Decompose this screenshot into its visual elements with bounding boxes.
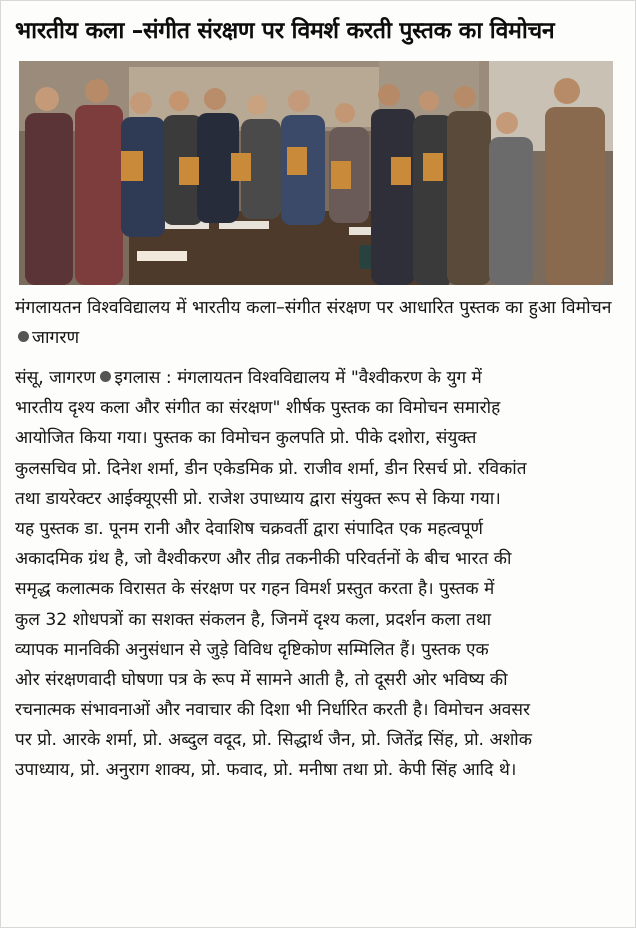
group-photo-icon (19, 61, 613, 285)
article-body (15, 363, 629, 786)
group-photo (19, 61, 613, 285)
article-line: भारतीय दृश्य कला और संगीत का संरक्षण" शीर्षक पुस्तक का विमोचन समारोह (15, 398, 501, 419)
article-line: तथा डायरेक्टर आईक्यूएसी प्रो. राजेश उपाध्याय द्वारा संयुक्त रूप से किया गया। (15, 488, 501, 509)
bullet-dot-icon (18, 331, 29, 342)
article-text: मंगलायतन विश्वविद्यालय में "वैश्वीकरण के युग में (177, 368, 482, 388)
article-line: रचनात्मक संभावनाओं और नवाचार की दिशा भी निर्धारित करती है। विमोचन अवसर (15, 700, 531, 721)
article-line: पर प्रो. आरके शर्मा, प्रो. अब्दुल वदूद, प्रो. सिद्धार्थ जैन, प्रो. जितेंद्र सिंह, प्रो. अशोक (15, 730, 532, 751)
article-line: कुल 32 शोधपत्रों का सशक्त संकलन है, जिनमें दृश्य कला, प्रदर्शन कला तथा (15, 609, 492, 630)
headline: भारतीय कला –संगीत संरक्षण पर विमर्श करती पुस्तक का विमोचन (15, 18, 555, 44)
article-line: समृद्ध कलात्मक विरासत के संरक्षण पर गहन विमर्श प्रस्तुत करता है। पुस्तक में (15, 579, 495, 600)
photo-caption (15, 293, 625, 353)
bullet-dot-icon (100, 371, 111, 382)
caption-text: मंगलायतन विश्वविद्यालय में भारतीय कला–संगीत संरक्षण पर आधारित पुस्तक का हुआ विमोचन (15, 298, 612, 318)
article-line: ओर संरक्षणवादी घोषणा पत्र के रूप में सामने आती है, तो दूसरी ओर भविष्य की (15, 669, 508, 690)
dateline-place: संसू, जागरण (15, 368, 96, 388)
dateline-city: इगलास : (114, 368, 172, 388)
article-line: उपाध्याय, प्रो. अनुराग शाक्य, प्रो. फवाद, प्रो. मनीषा तथा प्रो. केपी सिंह आदि थे। (15, 760, 517, 781)
article-line: कुलसचिव प्रो. दिनेश शर्मा, डीन एकेडमिक प्रो. राजीव शर्मा, डीन रिसर्च प्रो. रविकांत (15, 458, 527, 479)
article-line: व्यापक मानविकी अनुसंधान से जुड़े विविध दृष्टिकोण सम्मिलित हैं। पुस्तक एक (15, 639, 489, 660)
caption-credit: जागरण (32, 328, 80, 348)
article-line: अकादमिक ग्रंथ है, जो वैश्वीकरण और तीव्र तकनीकी परिवर्तनों के बीच भारत की (15, 549, 512, 570)
article-line: आयोजित किया गया। पुस्तक का विमोचन कुलपति प्रो. पीके दशोरा, संयुक्त (15, 428, 477, 449)
article-line (15, 363, 629, 393)
article-line: यह पुस्तक डा. पूनम रानी और देवाशिष चक्रवर्ती द्वारा संपादित एक महत्वपूर्ण (15, 518, 483, 539)
